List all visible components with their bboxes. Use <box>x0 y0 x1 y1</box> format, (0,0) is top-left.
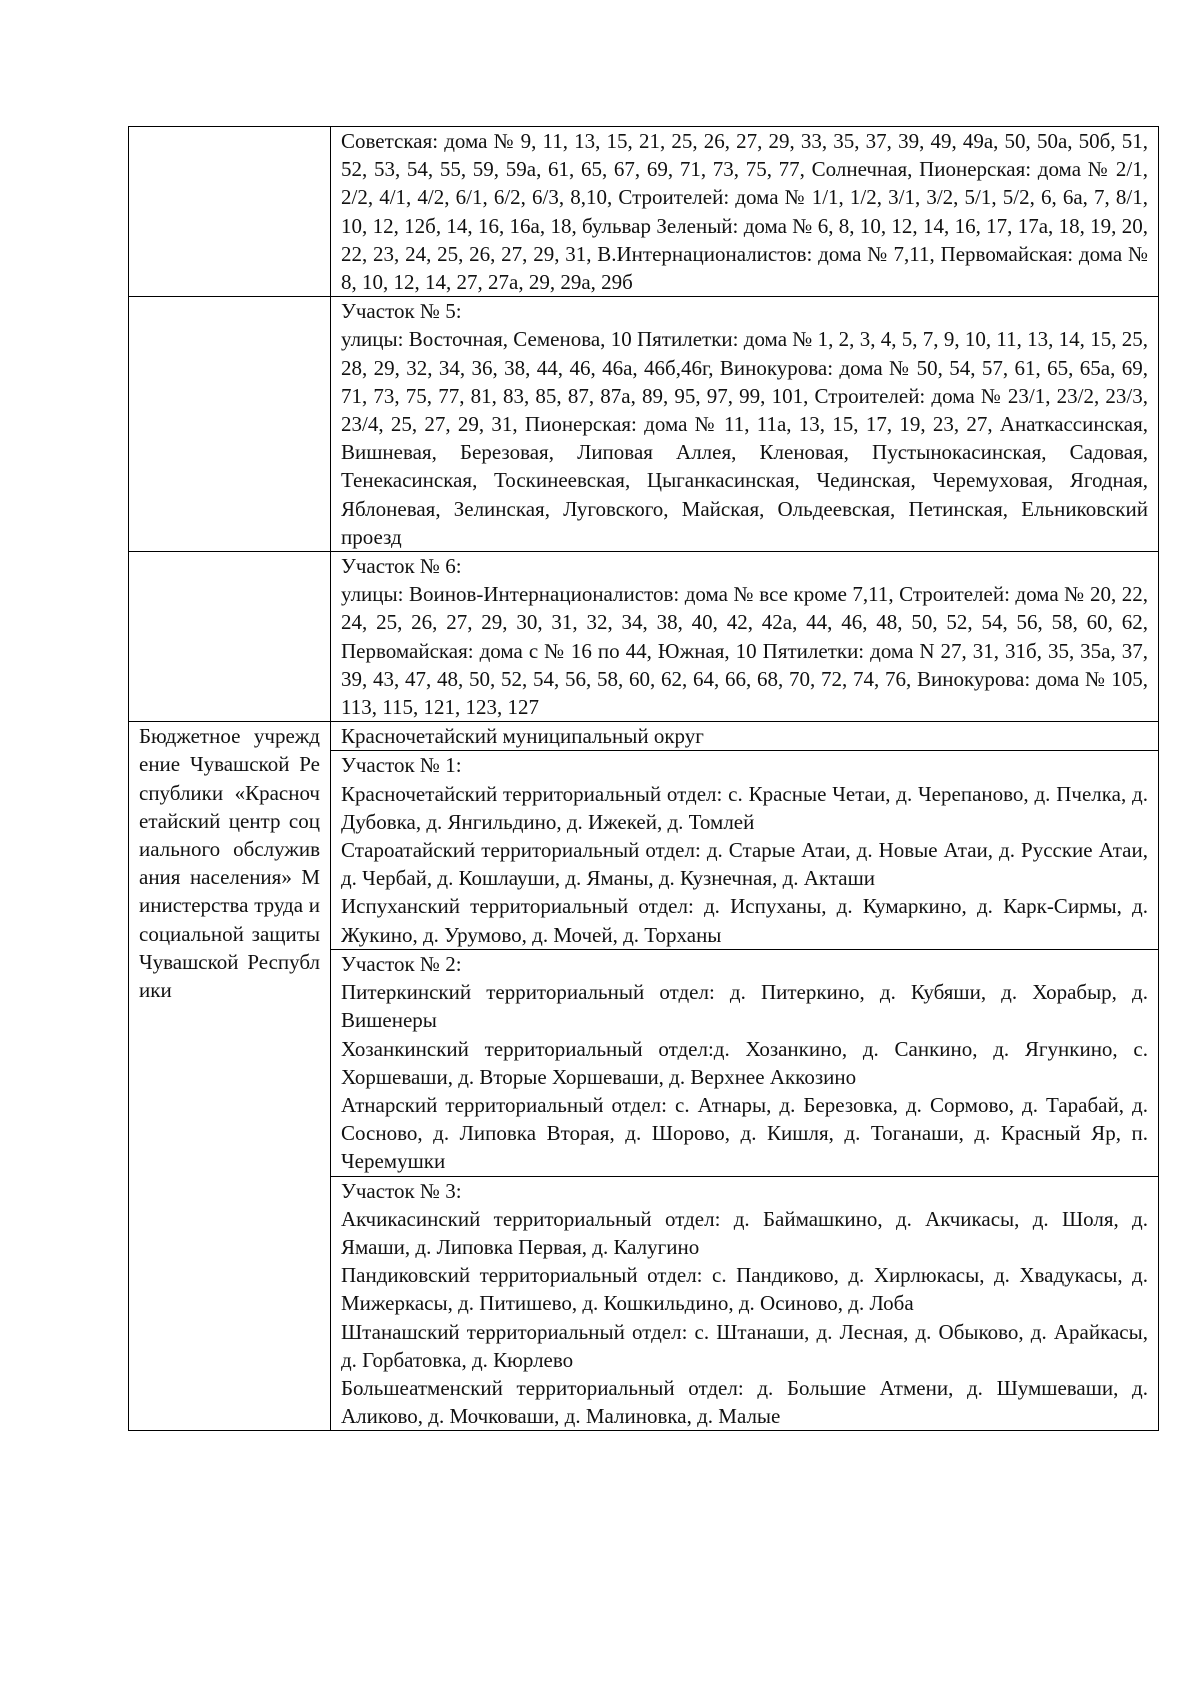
district-section-2-cell <box>331 949 1159 1176</box>
territorial-unit-paragraph: Большеатменский территориальный отдел: д. Большие Атмени, д. Шумшеваши, д. Аликово, д. Мочковаши, д. Малиновка, д. Малые <box>341 1375 1148 1429</box>
institution-cell-empty <box>129 552 331 722</box>
district-section-3-cell <box>331 1176 1159 1431</box>
section-text: улицы: Воинов-Интернационалистов: дома № все кроме 7,11, Строителей: дома № 20, 22, 24, 25, 26, 27, 29, 30, 31, 32, 34, 38, 40, 42, 42а, 44, 46, 48, 50, 52, 54, 56, 58, 60, 62, Первомайская: дома с № 16 по 44, Южная, 10 Пятилетки: дома N 27, 31, 31б, 35, 35а, 37, 39, 43, 47, 48, 50, 52, 54, 56, 58, 60, 62, 64, 66, 68, 70, 72, 74, 76, Винокурова: дома № 105, 113, 115, 121, 123, 127 <box>341 582 1148 720</box>
section-heading: Участок № 3: <box>341 1178 462 1203</box>
section-heading: Участок № 2: <box>341 951 462 976</box>
section-heading: Участок № 1: <box>341 753 462 778</box>
continued-address-cell: Советская: дома № 9, 11, 13, 15, 21, 25, 26, 27, 29, 33, 35, 37, 39, 49, 49а, 50, 50а, 50б, 51, 52, 53, 54, 55, 59, 59а, 61, 65, 67, 69, 71, 73, 75, 77, Солнечная, Пионерская: дома № 2/1, 2/2, 4/1, 4/2, 6/1, 6/2, 6/3, 8,10, Строителей: дома № 1/1, 1/2, 3/1, 3/2, 5/1, 5/2, 6, 6а, 7, 8/1, 10, 12, 12б, 14, 16, 16а, 18, бульвар Зеленый: дома № 6, 8, 10, 12, 14, 16, 17, 17а, 18, 19, 20, 22, 23, 24, 25, 26, 27, 29, 31, В.Интернационалистов: дома № 7,11, Первомайская: дома № 8, 10, 12, 14, 27, 27а, 29, 29а, 29б <box>331 127 1159 297</box>
service-area-table <box>128 126 1159 1431</box>
territorial-unit-paragraph: Атнарский территориальный отдел: с. Атнары, д. Березовка, д. Сормово, д. Тарабай, д. Сосново, д. Липовка Вторая, д. Шорово, д. Кишля, д. Тоганаши, д. Красный Яр, п. Черемушки <box>341 1092 1148 1174</box>
territorial-unit-paragraph: Хозанкинский территориальный отдел:д. Хозанкино, д. Санкино, д. Ягункино, с. Хоршеваши, д. Вторые Хоршеваши, д. Верхнее Аккозино <box>341 1036 1148 1089</box>
territorial-unit-paragraph: Пандиковский территориальный отдел: с. Пандиково, д. Хирлюкасы, д. Хвадукасы, д. Мижеркасы, д. Питишево, д. Кошкильдино, д. Осиново, д. Лоба <box>341 1263 1148 1316</box>
document-page <box>128 126 1148 1431</box>
section-text: улицы: Восточная, Семенова, 10 Пятилетки: дома № 1, 2, 3, 4, 5, 7, 9, 10, 11, 13, 14, 15, 25, 28, 29, 32, 34, 36, 38, 44, 46, 46а, 46б,46г, Винокурова: дома № 50, 54, 57, 61, 65, 65а, 69, 71, 73, 75, 77, 81, 83, 85, 87, 87а, 89, 95, 97, 99, 101, Строителей: дома № 23/1, 23/2, 23/3, 23/4, 25, 27, 29, 31, Пионерская: дома № 11, 11а, 13, 15, 17, 19, 23, 27, Анаткассинская, Вишневая, Березовая, Липовая Аллея, Кленовая, Пустынокасинская, Садовая, Тенекасинская, Тоскинеевская, Цыганкасинская, Чединская, Черемуховая, Ягодная, Яблоневая, Зелинская, Луговского, Майская, Ольдеевская, Петинская, Ельниковский проезд <box>341 327 1148 549</box>
territorial-unit-paragraph: Красночетайский территориальный отдел: с. Красные Четаи, д. Черепаново, д. Пчелка, д. Дубовка, д. Янгильдино, д. Ижекей, д. Томлей <box>341 781 1148 834</box>
section-5-cell <box>331 297 1159 552</box>
institution-cell-empty <box>129 127 331 297</box>
territorial-unit-paragraph: Питеркинский территориальный отдел: д. Питеркино, д. Кубяши, д. Хорабыр, д. Вишенеры <box>341 980 1148 1033</box>
table-row <box>129 552 1159 722</box>
district-name-cell: Красночетайский муниципальный округ <box>331 722 1159 751</box>
section-6-cell <box>331 552 1159 722</box>
territorial-unit-paragraph: Староатайский территориальный отдел: д. Старые Атаи, д. Новые Атаи, д. Русские Атаи, д. Чербай, д. Кошлауши, д. Яманы, д. Кузнечная, д. Акташи <box>341 838 1148 891</box>
section-heading: Участок № 6: <box>341 554 462 579</box>
table-row <box>129 127 1159 297</box>
district-section-1-cell <box>331 751 1159 949</box>
section-heading: Участок № 5: <box>341 299 462 324</box>
institution-cell-empty <box>129 297 331 552</box>
territorial-unit-paragraph: Испуханский территориальный отдел: д. Испуханы, д. Кумаркино, д. Карк-Сирмы, д. Жукино, д. Урумово, д. Мочей, д. Торханы <box>341 894 1148 947</box>
table-row <box>129 722 1159 751</box>
territorial-unit-paragraph: Акчикасинский территориальный отдел: д. Баймашкино, д. Акчикасы, д. Шоля, д. Ямаши, д. Липовка Первая, д. Калугино <box>341 1206 1148 1259</box>
table-row <box>129 297 1159 552</box>
territorial-unit-paragraph: Штанашский территориальный отдел: с. Штанаши, д. Лесная, д. Обыково, д. Арайкасы, д. Горбатовка, д. Кюрлево <box>341 1319 1148 1372</box>
institution-name-cell: Бюджетное учреждение Чувашской Республики «Красночетайский центр социального обслуживания населения» Министерства труда и социальной защиты Чувашской Республики <box>129 722 331 1431</box>
